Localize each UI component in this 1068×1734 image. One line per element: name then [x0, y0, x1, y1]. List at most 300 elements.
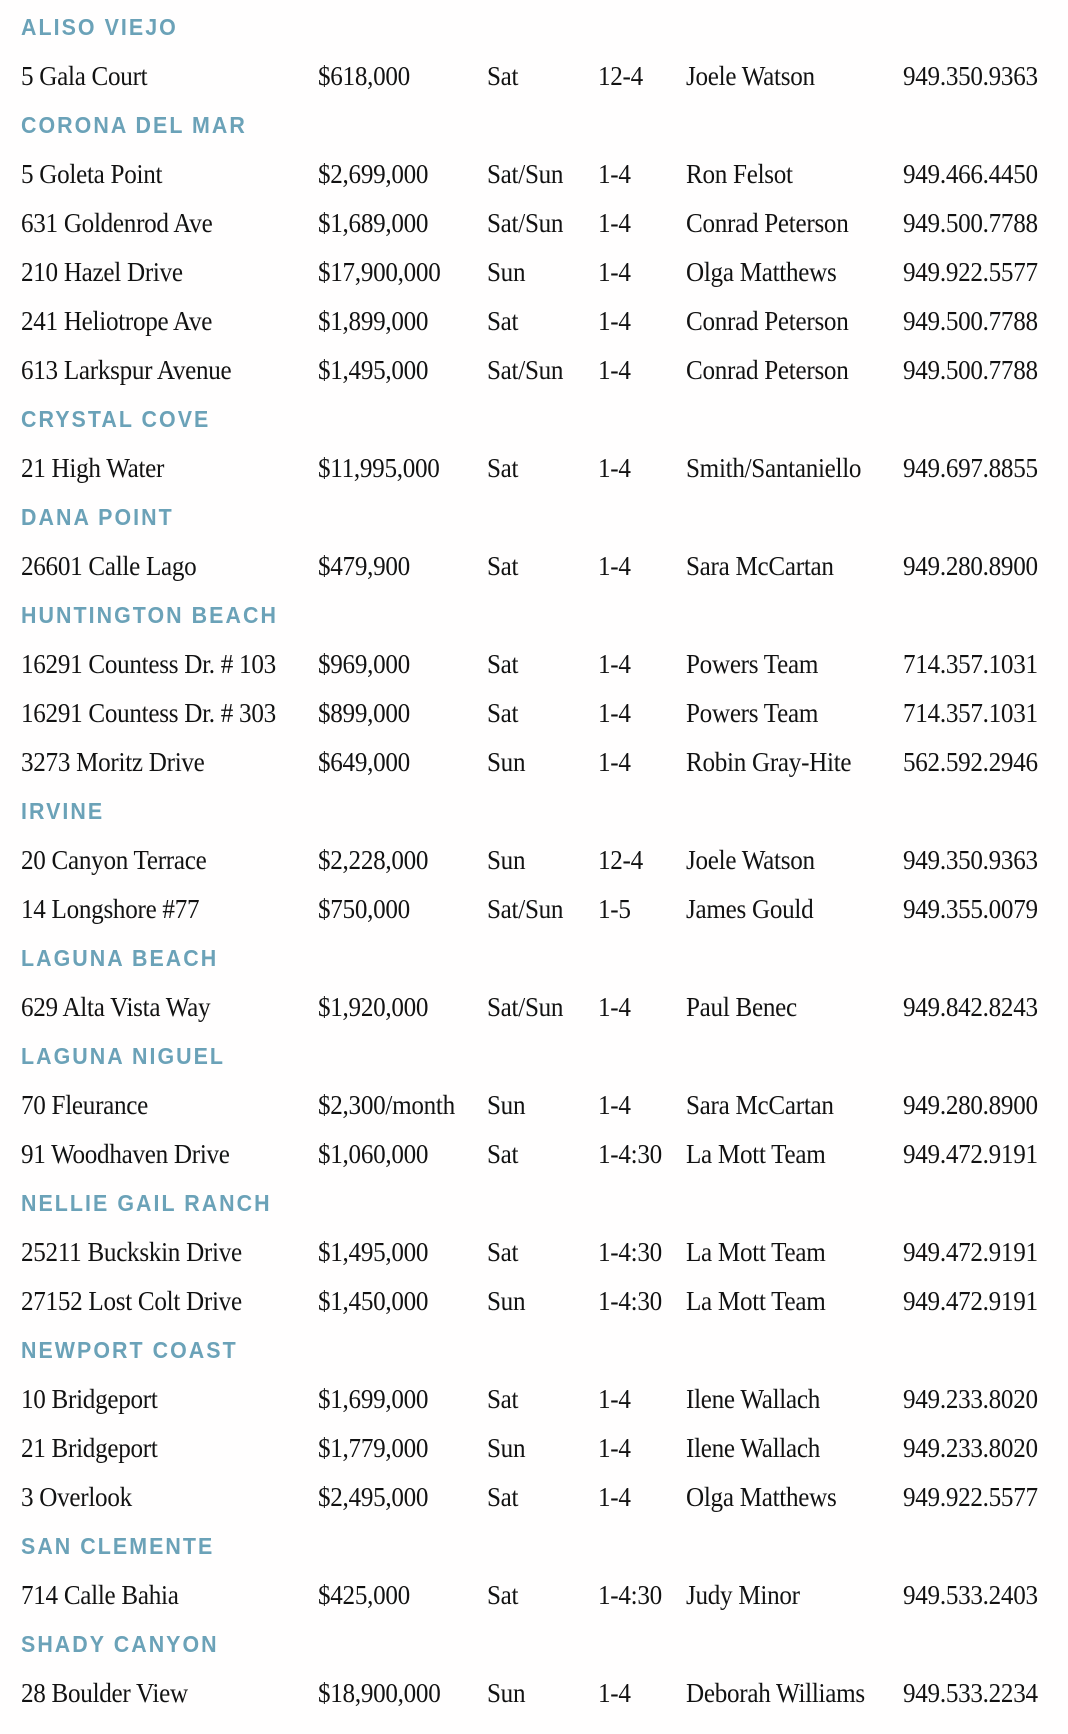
listing-time-cell — [598, 150, 633, 199]
listing-time: 1-4 — [598, 453, 631, 483]
listing-price: $1,495,000 — [318, 1237, 429, 1267]
listing-address-cell — [21, 1473, 140, 1522]
listing-phone-cell — [903, 52, 1048, 101]
listing-time: 1-5 — [598, 894, 631, 924]
listing-day-cell — [487, 1130, 521, 1179]
listing-phone: 949.355.0079 — [903, 894, 1038, 924]
listing-price: $18,900,000 — [318, 1678, 441, 1708]
listing-agent-cell — [686, 1571, 808, 1620]
listing-phone: 949.842.8243 — [903, 992, 1038, 1022]
listing-row — [0, 1277, 1068, 1326]
listing-agent-cell — [686, 150, 801, 199]
listing-time: 1-4 — [598, 1090, 631, 1120]
listing-time-cell — [598, 1669, 633, 1718]
listing-row — [0, 1081, 1068, 1130]
listing-agent: Ilene Wallach — [686, 1384, 821, 1414]
listing-day-cell — [487, 1081, 528, 1130]
listing-price-cell — [318, 1130, 437, 1179]
listing-price: $1,495,000 — [318, 355, 429, 385]
listing-address: 714 Calle Bahia — [21, 1580, 179, 1610]
listing-time: 1-4 — [598, 747, 631, 777]
city-section-header — [0, 3, 1068, 52]
listing-address: 70 Fleurance — [21, 1090, 149, 1120]
listing-price-cell — [318, 1669, 450, 1718]
listing-price-cell — [318, 983, 437, 1032]
listing-address: 5 Goleta Point — [21, 159, 163, 189]
listing-price: $1,060,000 — [318, 1139, 429, 1169]
listing-price-cell — [318, 297, 437, 346]
listing-address-cell — [21, 1571, 190, 1620]
listing-address-cell — [21, 1375, 168, 1424]
listing-day: Sat — [487, 1237, 519, 1267]
listing-day: Sat — [487, 1139, 519, 1169]
listing-time: 1-4 — [598, 992, 631, 1022]
listing-address-cell — [21, 346, 247, 395]
listing-phone: 949.472.9191 — [903, 1237, 1038, 1267]
listing-day-cell — [487, 836, 528, 885]
listing-agent: La Mott Team — [686, 1286, 826, 1316]
city-name: HUNTINGTON BEACH — [21, 602, 278, 628]
listing-phone-cell — [903, 836, 1048, 885]
listing-day: Sat — [487, 306, 519, 336]
listing-time: 1-4:30 — [598, 1580, 662, 1610]
listing-agent-cell — [686, 444, 874, 493]
listing-price-cell — [318, 885, 417, 934]
listing-row — [0, 885, 1068, 934]
listing-agent-cell — [686, 983, 805, 1032]
listing-agent-cell — [686, 1375, 830, 1424]
city-name: CRYSTAL COVE — [21, 406, 211, 432]
listing-time-cell — [598, 1375, 633, 1424]
listing-agent-cell — [686, 689, 828, 738]
listing-day: Sun — [487, 1678, 526, 1708]
listing-price-cell — [318, 248, 450, 297]
listing-agent-cell — [686, 542, 845, 591]
listing-time: 12-4 — [598, 61, 643, 91]
city-name: ALISO VIEJO — [21, 14, 178, 40]
listing-day: Sat — [487, 1482, 519, 1512]
listing-address: 20 Canyon Terrace — [21, 845, 207, 875]
listing-agent: James Gould — [686, 894, 814, 924]
listing-phone-cell — [903, 444, 1048, 493]
listing-day-cell — [487, 1228, 521, 1277]
listing-price: $2,300/month — [318, 1090, 455, 1120]
listing-time-cell — [598, 738, 633, 787]
listing-agent: Olga Matthews — [686, 257, 837, 287]
listing-address-cell — [21, 52, 157, 101]
city-section-header — [0, 1179, 1068, 1228]
listing-address: 14 Longshore #77 — [21, 894, 200, 924]
listing-day: Sun — [487, 1286, 526, 1316]
listing-row — [0, 297, 1068, 346]
listing-row — [0, 542, 1068, 591]
listing-time: 1-4 — [598, 1433, 631, 1463]
listing-day-cell — [487, 542, 521, 591]
listing-price-cell — [318, 689, 417, 738]
listing-phone: 714.357.1031 — [903, 649, 1038, 679]
listing-time: 1-4 — [598, 1384, 631, 1414]
listing-time-cell — [598, 346, 633, 395]
city-name: CORONA DEL MAR — [21, 112, 247, 138]
listing-time-cell — [598, 640, 633, 689]
listing-phone: 949.466.4450 — [903, 159, 1038, 189]
listing-agent-cell — [686, 52, 824, 101]
listing-row — [0, 199, 1068, 248]
listing-time-cell — [598, 297, 633, 346]
listing-day: Sun — [487, 1090, 526, 1120]
listing-time: 1-4 — [598, 159, 631, 189]
listing-time-cell — [598, 1228, 667, 1277]
city-name: LAGUNA NIGUEL — [21, 1043, 226, 1069]
listing-address: 210 Hazel Drive — [21, 257, 183, 287]
listing-address-cell — [21, 199, 227, 248]
city-header-cell — [21, 1522, 229, 1571]
listing-row — [0, 444, 1068, 493]
listing-time: 1-4:30 — [598, 1139, 662, 1169]
city-section-header — [0, 934, 1068, 983]
listing-time-cell — [598, 1473, 633, 1522]
listing-price-cell — [318, 444, 449, 493]
listing-address: 5 Gala Court — [21, 61, 148, 91]
listing-phone-cell — [903, 150, 1048, 199]
listing-agent: Judy Minor — [686, 1580, 800, 1610]
listing-day-cell — [487, 52, 521, 101]
listing-time-cell — [598, 689, 633, 738]
listing-day-cell — [487, 297, 521, 346]
listing-price: $618,000 — [318, 61, 410, 91]
listing-day-cell — [487, 983, 569, 1032]
listing-phone: 949.533.2234 — [903, 1678, 1038, 1708]
listing-time-cell — [598, 52, 646, 101]
listing-phone-cell — [903, 1473, 1048, 1522]
city-header-cell — [21, 1326, 254, 1375]
listing-day: Sat — [487, 649, 519, 679]
listing-agent: Deborah Williams — [686, 1678, 865, 1708]
listing-time: 1-4 — [598, 355, 631, 385]
city-name: NELLIE GAIL RANCH — [21, 1190, 272, 1216]
listing-agent: Smith/Santaniello — [686, 453, 862, 483]
listing-phone: 949.233.8020 — [903, 1433, 1038, 1463]
city-header-cell — [21, 101, 264, 150]
listing-phone: 949.697.8855 — [903, 453, 1038, 483]
listing-agent-cell — [686, 738, 864, 787]
city-section-header — [0, 591, 1068, 640]
listing-phone: 949.472.9191 — [903, 1139, 1038, 1169]
listing-address: 26601 Calle Lago — [21, 551, 197, 581]
listing-price-cell — [318, 1228, 437, 1277]
listing-phone-cell — [903, 1130, 1048, 1179]
city-header-cell — [21, 1620, 234, 1669]
listing-phone: 949.922.5577 — [903, 257, 1038, 287]
listing-address: 21 Bridgeport — [21, 1433, 158, 1463]
listing-price: $1,699,000 — [318, 1384, 429, 1414]
listing-agent: Powers Team — [686, 698, 819, 728]
listing-day: Sat — [487, 61, 519, 91]
city-section-header — [0, 395, 1068, 444]
listing-price: $1,920,000 — [318, 992, 429, 1022]
listing-day: Sat/Sun — [487, 159, 564, 189]
listing-address: 613 Larkspur Avenue — [21, 355, 232, 385]
listing-phone-cell — [903, 640, 1048, 689]
listing-agent: Ilene Wallach — [686, 1433, 821, 1463]
listing-phone: 949.500.7788 — [903, 355, 1038, 385]
listing-phone: 562.592.2946 — [903, 747, 1038, 777]
listing-price-cell — [318, 836, 437, 885]
listing-phone-cell — [903, 1375, 1048, 1424]
listing-phone-cell — [903, 885, 1048, 934]
listing-phone-cell — [903, 1669, 1048, 1718]
listing-day-cell — [487, 1473, 521, 1522]
listing-address: 16291 Countess Dr. # 103 — [21, 649, 276, 679]
city-name: NEWPORT COAST — [21, 1337, 238, 1363]
listing-address: 16291 Countess Dr. # 303 — [21, 698, 276, 728]
city-name: SAN CLEMENTE — [21, 1533, 215, 1559]
listing-phone: 949.233.8020 — [903, 1384, 1038, 1414]
listing-agent-cell — [686, 199, 861, 248]
listing-address: 629 Alta Vista Way — [21, 992, 211, 1022]
listing-day-cell — [487, 738, 528, 787]
listing-day: Sun — [487, 1433, 526, 1463]
listing-price-cell — [318, 52, 417, 101]
listing-agent-cell — [686, 1130, 836, 1179]
listing-phone: 949.280.8900 — [903, 1090, 1038, 1120]
city-header-cell — [21, 1032, 240, 1081]
listing-address: 28 Boulder View — [21, 1678, 188, 1708]
listing-day-cell — [487, 1571, 521, 1620]
listing-day: Sun — [487, 845, 526, 875]
listing-address: 21 High Water — [21, 453, 165, 483]
listing-address-cell — [21, 983, 225, 1032]
listing-address-cell — [21, 1081, 158, 1130]
listing-price: $1,779,000 — [318, 1433, 429, 1463]
city-section-header — [0, 1032, 1068, 1081]
listing-row — [0, 52, 1068, 101]
city-header-cell — [21, 1179, 291, 1228]
listing-agent: La Mott Team — [686, 1139, 826, 1169]
listing-row — [0, 738, 1068, 787]
listing-day: Sat/Sun — [487, 894, 564, 924]
listing-price: $425,000 — [318, 1580, 410, 1610]
listing-agent: Conrad Peterson — [686, 306, 849, 336]
listing-time-cell — [598, 1130, 667, 1179]
listing-address: 10 Bridgeport — [21, 1384, 158, 1414]
listing-row — [0, 1473, 1068, 1522]
listing-day: Sat — [487, 698, 519, 728]
listing-day-cell — [487, 248, 528, 297]
listing-address-cell — [21, 885, 213, 934]
listing-phone: 949.350.9363 — [903, 845, 1038, 875]
listing-price: $1,450,000 — [318, 1286, 429, 1316]
city-header-cell — [21, 591, 297, 640]
listing-price-cell — [318, 1473, 437, 1522]
listing-price-cell — [318, 1424, 437, 1473]
listing-day: Sat — [487, 1384, 519, 1414]
listing-price-cell — [318, 1277, 437, 1326]
listing-price: $479,900 — [318, 551, 410, 581]
listing-day: Sat — [487, 453, 519, 483]
listing-agent-cell — [686, 1424, 830, 1473]
listing-lines-container — [0, 3, 1068, 1718]
listing-price-cell — [318, 150, 437, 199]
city-header-cell — [21, 787, 110, 836]
listing-address-cell — [21, 1669, 200, 1718]
listing-time-cell — [598, 1424, 633, 1473]
listing-agent: La Mott Team — [686, 1237, 826, 1267]
listing-row — [0, 248, 1068, 297]
city-name: IRVINE — [21, 798, 105, 824]
listing-phone: 949.280.8900 — [903, 551, 1038, 581]
listing-phone-cell — [903, 248, 1048, 297]
listing-address-cell — [21, 444, 175, 493]
listing-time-cell — [598, 983, 633, 1032]
listing-agent: Robin Gray-Hite — [686, 747, 852, 777]
listing-agent-cell — [686, 1473, 848, 1522]
city-name: SHADY CANYON — [21, 1631, 219, 1657]
listing-address: 241 Heliotrope Ave — [21, 306, 213, 336]
listing-time: 1-4:30 — [598, 1286, 662, 1316]
listing-agent: Joele Watson — [686, 61, 815, 91]
listing-day-cell — [487, 689, 521, 738]
listing-day-cell — [487, 444, 521, 493]
listing-day: Sat/Sun — [487, 208, 564, 238]
listing-agent-cell — [686, 1277, 836, 1326]
listing-agent-cell — [686, 346, 861, 395]
listing-phone: 949.350.9363 — [903, 61, 1038, 91]
city-section-header — [0, 1522, 1068, 1571]
listing-row — [0, 1375, 1068, 1424]
listing-time: 1-4 — [598, 1678, 631, 1708]
listing-agent: Joele Watson — [686, 845, 815, 875]
city-header-cell — [21, 395, 225, 444]
listing-address: 91 Woodhaven Drive — [21, 1139, 230, 1169]
listing-address: 27152 Lost Colt Drive — [21, 1286, 242, 1316]
listing-phone-cell — [903, 689, 1048, 738]
listing-address-cell — [21, 1277, 258, 1326]
listing-price: $750,000 — [318, 894, 410, 924]
listing-agent: Ron Felsot — [686, 159, 793, 189]
listing-day-cell — [487, 1669, 528, 1718]
listing-row — [0, 346, 1068, 395]
listing-time: 1-4 — [598, 649, 631, 679]
listing-phone-cell — [903, 1424, 1048, 1473]
listing-agent: Conrad Peterson — [686, 208, 849, 238]
listing-address-cell — [21, 1424, 168, 1473]
listing-phone-cell — [903, 297, 1048, 346]
listing-time: 1-4 — [598, 257, 631, 287]
listing-address-cell — [21, 1228, 258, 1277]
listing-day-cell — [487, 199, 569, 248]
listing-address: 631 Goldenrod Ave — [21, 208, 213, 238]
listing-time-cell — [598, 1081, 633, 1130]
listing-day: Sat/Sun — [487, 355, 564, 385]
listing-row — [0, 836, 1068, 885]
listing-phone: 949.500.7788 — [903, 306, 1038, 336]
listing-price-cell — [318, 199, 437, 248]
listing-address-cell — [21, 297, 227, 346]
listing-address-cell — [21, 1130, 245, 1179]
listing-day-cell — [487, 1375, 521, 1424]
listing-day-cell — [487, 150, 569, 199]
listing-phone: 949.472.9191 — [903, 1286, 1038, 1316]
listing-price-cell — [318, 1375, 437, 1424]
listing-price-cell — [318, 346, 437, 395]
listing-row — [0, 640, 1068, 689]
listing-phone: 949.500.7788 — [903, 208, 1038, 238]
listing-address-cell — [21, 836, 220, 885]
listing-time-cell — [598, 199, 633, 248]
listing-address-cell — [21, 542, 210, 591]
listing-agent-cell — [686, 1669, 878, 1718]
listing-phone-cell — [903, 199, 1048, 248]
listing-agent-cell — [686, 885, 823, 934]
city-name: DANA POINT — [21, 504, 174, 530]
listing-row — [0, 1669, 1068, 1718]
listing-row — [0, 689, 1068, 738]
listing-day: Sat/Sun — [487, 992, 564, 1022]
listing-time: 1-4 — [598, 551, 631, 581]
listing-agent-cell — [686, 1228, 836, 1277]
listing-day-cell — [487, 346, 569, 395]
listing-day-cell — [487, 1277, 528, 1326]
listing-day: Sun — [487, 747, 526, 777]
listing-agent: Sara McCartan — [686, 1090, 834, 1120]
listing-price: $11,995,000 — [318, 453, 440, 483]
listing-address: 3 Overlook — [21, 1482, 132, 1512]
listing-agent-cell — [686, 1081, 845, 1130]
listing-price: $2,228,000 — [318, 845, 429, 875]
listing-agent: Conrad Peterson — [686, 355, 849, 385]
listing-phone: 714.357.1031 — [903, 698, 1038, 728]
city-header-cell — [21, 3, 190, 52]
listing-price: $969,000 — [318, 649, 410, 679]
listing-phone-cell — [903, 1081, 1048, 1130]
listing-price-cell — [318, 738, 417, 787]
listing-day-cell — [487, 885, 569, 934]
city-section-header — [0, 493, 1068, 542]
listing-phone-cell — [903, 738, 1048, 787]
listing-phone-cell — [903, 1571, 1048, 1620]
listing-time: 12-4 — [598, 845, 643, 875]
listing-row — [0, 1130, 1068, 1179]
listing-time-cell — [598, 836, 646, 885]
listing-agent-cell — [686, 297, 861, 346]
listing-price-cell — [318, 542, 417, 591]
listing-row — [0, 1228, 1068, 1277]
listing-price: $649,000 — [318, 747, 410, 777]
listing-phone-cell — [903, 1228, 1048, 1277]
listing-phone-cell — [903, 346, 1048, 395]
listing-time: 1-4 — [598, 1482, 631, 1512]
listing-price-cell — [318, 1081, 465, 1130]
listing-agent-cell — [686, 836, 824, 885]
listing-agent-cell — [686, 640, 828, 689]
listing-phone: 949.922.5577 — [903, 1482, 1038, 1512]
listing-time-cell — [598, 1277, 667, 1326]
listing-day-cell — [487, 1424, 528, 1473]
listing-time-cell — [598, 248, 633, 297]
listing-address-cell — [21, 689, 295, 738]
listing-day: Sun — [487, 257, 526, 287]
city-section-header — [0, 787, 1068, 836]
listing-row — [0, 983, 1068, 1032]
listing-time: 1-4 — [598, 698, 631, 728]
listing-row — [0, 150, 1068, 199]
listing-address-cell — [21, 738, 218, 787]
listing-price-cell — [318, 640, 417, 689]
city-header-cell — [21, 934, 233, 983]
listing-day: Sat — [487, 551, 519, 581]
city-section-header — [0, 1620, 1068, 1669]
